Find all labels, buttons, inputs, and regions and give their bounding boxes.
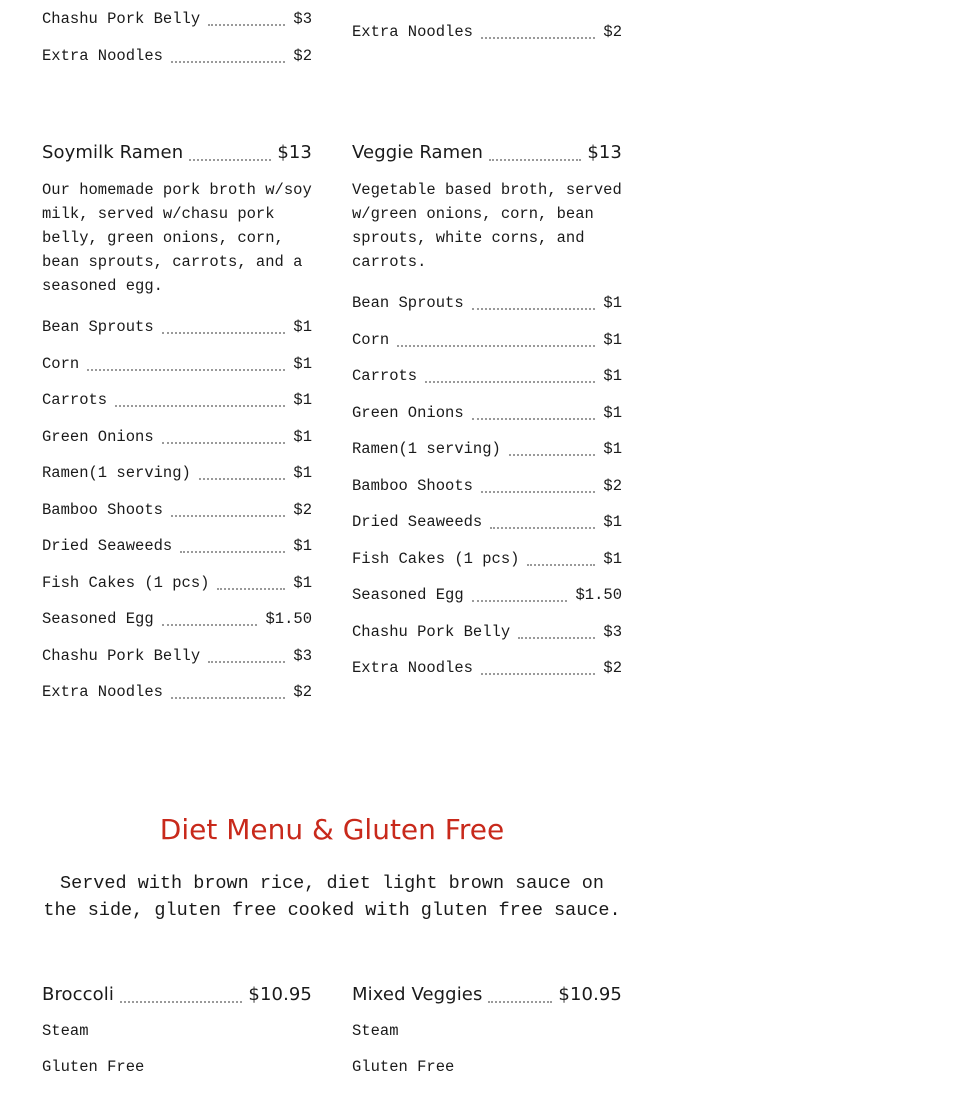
dish-title: Soymilk Ramen <box>42 142 184 163</box>
dish-price: $13 <box>587 142 622 163</box>
dish-heading <box>42 140 312 166</box>
dot-leader <box>518 637 595 639</box>
addon-row <box>42 317 312 337</box>
addon-price: $1 <box>293 354 312 373</box>
addon-name: Bamboo Shoots <box>352 476 473 495</box>
addon-name: Fish Cakes (1 pcs) <box>352 549 520 568</box>
menu-row <box>42 9 312 29</box>
addon-name: Bean Sprouts <box>352 294 464 312</box>
mixed-veggies-block <box>352 982 622 1092</box>
dot-leader <box>481 673 595 675</box>
dish-description: Vegetable based broth, served w/green onions, corn, bean sprouts, white corns, and carrots. <box>352 181 622 271</box>
addon-row <box>352 439 622 459</box>
addon-name: Ramen(1 serving) <box>352 440 501 458</box>
addon-row <box>42 354 312 374</box>
menu-row-cut-off <box>352 0 622 3</box>
soymilk-ramen-block <box>42 140 312 720</box>
addon-price: $2 <box>293 683 312 701</box>
addon-name: Dried Seaweeds <box>42 537 173 555</box>
addon-price: $3 <box>293 646 312 665</box>
top-left-column <box>42 0 312 80</box>
dot-leader <box>208 24 285 26</box>
veggie-ramen-block <box>352 140 622 700</box>
addon-row <box>42 646 312 666</box>
dot-leader <box>171 61 285 63</box>
dot-leader <box>509 454 596 456</box>
addon-price: $1 <box>603 549 622 568</box>
addon-name: Bean Sprouts <box>42 318 154 336</box>
dot-leader <box>490 527 595 529</box>
addon-name: Extra Noodles <box>352 659 473 677</box>
dot-leader <box>171 697 285 699</box>
dot-leader <box>425 381 595 383</box>
addon-row <box>352 549 622 569</box>
dish-note: Steam <box>42 1022 89 1040</box>
section-subtitle: Served with brown rice, diet light brown sauce on the side, gluten free cooked with gluten free sauce. <box>43 873 621 921</box>
addon-name: Carrots <box>42 391 108 409</box>
dish-note: Steam <box>352 1022 399 1040</box>
addon-name: Ramen(1 serving) <box>42 464 191 482</box>
addon-price: $1 <box>603 367 622 385</box>
dot-leader <box>481 37 595 39</box>
dot-leader <box>120 1001 242 1003</box>
addon-price: $1 <box>293 318 312 336</box>
addon-price: $2 <box>603 659 622 677</box>
dot-leader <box>472 418 596 420</box>
addon-price: $3 <box>603 622 622 641</box>
dot-leader <box>481 491 595 493</box>
addon-row <box>352 403 622 423</box>
dish-note: Gluten Free <box>352 1058 455 1076</box>
addon-name: Chashu Pork Belly <box>352 622 511 641</box>
menu-row <box>42 46 312 66</box>
dish-price: $13 <box>277 142 312 163</box>
dish-heading <box>42 982 312 1008</box>
top-right-column <box>352 0 622 60</box>
dot-leader <box>527 564 595 566</box>
addon-row <box>352 585 622 605</box>
dish-title: Broccoli <box>42 984 114 1005</box>
addon-price: $1 <box>293 573 312 592</box>
addon-name: Chashu Pork Belly <box>42 646 201 665</box>
dot-leader <box>397 345 595 347</box>
addon-price: $1 <box>293 537 312 555</box>
addon-price: $1 <box>603 513 622 531</box>
item-name: Chashu Pork Belly <box>42 10 201 28</box>
dot-leader <box>488 1001 552 1003</box>
addon-name: Fish Cakes (1 pcs) <box>42 573 210 592</box>
addon-price: $1 <box>603 440 622 458</box>
dot-leader <box>87 369 285 371</box>
broccoli-block <box>42 982 312 1092</box>
dot-leader <box>180 551 285 553</box>
addon-name: Extra Noodles <box>42 683 163 701</box>
addon-row <box>352 293 622 313</box>
dish-note: Gluten Free <box>42 1058 145 1076</box>
dot-leader <box>472 600 568 602</box>
section-title: Diet Menu & Gluten Free <box>159 813 505 846</box>
dot-leader <box>199 478 286 480</box>
addon-row <box>352 366 622 386</box>
addon-row <box>42 536 312 556</box>
addon-price: $2 <box>293 500 312 519</box>
dot-leader <box>162 332 286 334</box>
dot-leader <box>171 515 285 517</box>
addon-name: Bamboo Shoots <box>42 500 163 519</box>
dish-price: $10.95 <box>248 984 312 1005</box>
item-price: $2 <box>293 47 312 65</box>
addon-price: $1 <box>603 330 622 349</box>
dot-leader <box>189 159 271 161</box>
dish-description: Our homemade pork broth w/soy milk, served w/chasu pork belly, green onions, corn, bean sprouts, carrots, and a seasoned egg. <box>42 181 312 295</box>
dish-heading <box>352 982 622 1008</box>
addon-price: $1 <box>293 464 312 482</box>
addon-row <box>42 573 312 593</box>
item-name: Extra Noodles <box>42 47 163 65</box>
dot-leader <box>208 661 285 663</box>
addon-name: Green Onions <box>42 427 154 446</box>
dish-title: Mixed Veggies <box>352 984 483 1005</box>
item-name: Extra Noodles <box>352 23 473 41</box>
addon-row <box>352 622 622 642</box>
addon-row <box>352 330 622 350</box>
addon-name: Seasoned Egg <box>352 586 464 604</box>
dish-heading <box>352 140 622 166</box>
dot-leader <box>489 159 581 161</box>
addon-name: Green Onions <box>352 403 464 422</box>
addon-price: $1 <box>293 427 312 446</box>
addon-row <box>352 476 622 496</box>
addon-price: $1.50 <box>265 610 312 628</box>
addon-name: Corn <box>42 354 80 373</box>
addon-row <box>42 463 312 483</box>
addon-row <box>42 427 312 447</box>
addon-row <box>352 512 622 532</box>
addon-row <box>42 609 312 629</box>
dot-leader <box>115 405 285 407</box>
addon-name: Dried Seaweeds <box>352 513 483 531</box>
addon-name: Corn <box>352 330 390 349</box>
dot-leader <box>472 308 596 310</box>
addon-row <box>42 390 312 410</box>
addon-price: $1.50 <box>575 586 622 604</box>
dot-leader <box>162 442 286 444</box>
addon-price: $2 <box>603 476 622 495</box>
addon-name: Carrots <box>352 367 418 385</box>
item-price: $2 <box>603 23 622 41</box>
item-price: $3 <box>293 10 312 28</box>
addon-row <box>42 500 312 520</box>
dish-title: Veggie Ramen <box>352 142 483 163</box>
addon-price: $1 <box>293 391 312 409</box>
dot-leader <box>217 588 285 590</box>
menu-row <box>352 22 622 42</box>
dish-price: $10.95 <box>558 984 622 1005</box>
addon-price: $1 <box>603 403 622 422</box>
addon-name: Seasoned Egg <box>42 610 154 628</box>
addon-row <box>42 682 312 702</box>
addon-price: $1 <box>603 294 622 312</box>
addon-row <box>352 658 622 678</box>
dot-leader <box>162 624 258 626</box>
